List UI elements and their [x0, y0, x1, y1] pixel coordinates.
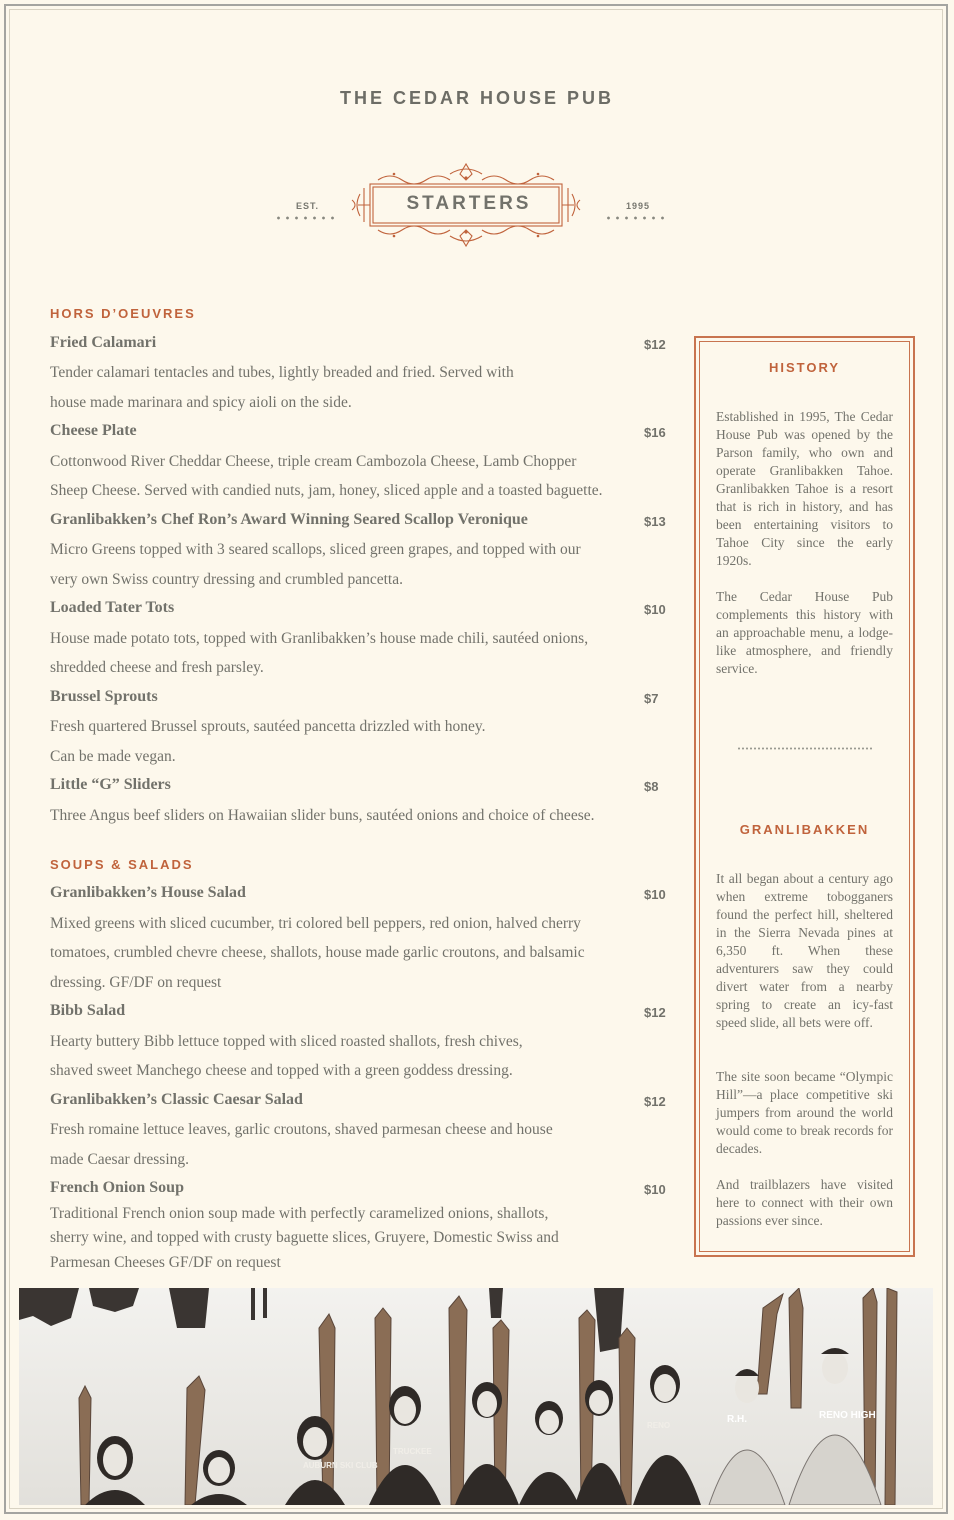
- menu-item-price: $7: [644, 691, 659, 706]
- sweater-text: TRUCKEE: [393, 1447, 432, 1456]
- sidebar-paragraph: The site soon became “Olympic Hill”—a place competitive ski jumpers from around the world would come to break records for decades.: [716, 1069, 893, 1156]
- menu-item-price: $12: [644, 337, 666, 352]
- sweater-text: RENO HIGH: [819, 1410, 876, 1421]
- menu-item-description: very own Swiss country dressing and crumbled pancetta.: [50, 571, 403, 588]
- dotted-rule-right: [604, 216, 666, 220]
- menu-item-description: Can be made vegan.: [50, 748, 176, 765]
- menu-item-name: French Onion Soup: [50, 1179, 184, 1196]
- menu-item-description: Hearty buttery Bibb lettuce topped with sliced roasted shallots, fresh chives,: [50, 1033, 523, 1050]
- menu-item-price: $12: [644, 1094, 666, 1109]
- menu-item-description: made Caesar dressing.: [50, 1151, 190, 1168]
- menu-item-description: Cottonwood River Cheddar Cheese, triple cream Cambozola Cheese, Lamb Chopper: [50, 453, 577, 470]
- menu-item-name: Granlibakken’s House Salad: [50, 884, 246, 901]
- menu-item-price: $10: [644, 887, 666, 902]
- menu-item-name: Brussel Sprouts: [50, 688, 158, 705]
- menu-item-price: $16: [644, 425, 666, 440]
- menu-item-description: tomatoes, crumbled chevre cheese, shallots, house made garlic croutons, and balsamic: [50, 944, 585, 961]
- menu-item-name: Little “G” Sliders: [50, 776, 171, 793]
- menu-item-price: $10: [644, 1182, 666, 1197]
- section-heading-hors-doeuvres: HORS D’OEUVRES: [50, 306, 196, 321]
- sidebar-paragraph: And trailblazers have visited here to connect with their own passions ever since.: [716, 1177, 893, 1228]
- est-label: EST.: [296, 201, 320, 211]
- menu-item-description: shredded cheese and fresh parsley.: [50, 659, 264, 676]
- menu-item-description: Micro Greens topped with 3 seared scallops, sliced green grapes, and topped with our: [50, 541, 581, 558]
- menu-item-description: house made marinara and spicy aioli on the side.: [50, 394, 352, 411]
- sidebar-paragraph: The Cedar House Pub complements this history with an approachable menu, a lodge-like atmosphere, and friendly service.: [716, 589, 893, 676]
- dotted-rule-left: [274, 216, 336, 220]
- menu-item-price: $13: [644, 514, 666, 529]
- menu-item-name: Loaded Tater Tots: [50, 599, 175, 616]
- menu-item-description: Fresh romaine lettuce leaves, garlic croutons, shaved parmesan cheese and house: [50, 1121, 553, 1138]
- menu-item-description: Fresh quartered Brussel sprouts, sautéed pancetta drizzled with honey.: [50, 718, 486, 735]
- ski-team-illustration: [19, 1288, 933, 1505]
- menu-item-description: shaved sweet Manchego cheese and topped with a green goddess dressing.: [50, 1062, 513, 1079]
- menu-item-description: Traditional French onion soup made with perfectly caramelized onions, shallots,: [50, 1205, 549, 1222]
- sidebar-paragraph: Established in 1995, The Cedar House Pub was opened by the Parson family, who own and operate Granlibakken Tahoe. Granlibakken Tahoe is a resort that is rich in history, and has been entertaining visitors to Tahoe City since the early 1920s.: [716, 409, 893, 568]
- section-heading-soups-salads: SOUPS & SALADS: [50, 857, 194, 872]
- menu-item-description: dressing. GF/DF on request: [50, 974, 222, 991]
- menu-item-description: House made potato tots, topped with Granlibakken’s house made chili, sautéed onions,: [50, 630, 589, 647]
- sidebar-paragraph: It all began about a century ago when extreme tobogganers found the perfect hill, sheltered in the Sierra Nevada pines at 6,350 ft. When these adventurers saw they could divert water from a nearby spring to create an icy-fast speed slide, all bets were off.: [716, 871, 893, 1030]
- vintage-ski-team-photo: [19, 1288, 933, 1505]
- sweater-text: RENO: [647, 1421, 671, 1430]
- menu-item-price: $8: [644, 779, 659, 794]
- menu-item-price: $12: [644, 1005, 666, 1020]
- sidebar-heading-history: HISTORY: [768, 360, 841, 375]
- menu-item-name: Fried Calamari: [50, 334, 157, 351]
- menu-item-description: Tender calamari tentacles and tubes, lightly breaded and fried. Served with: [50, 364, 514, 381]
- menu-item-description: sherry wine, and topped with crusty baguette slices, Gruyere, Domestic Swiss and: [50, 1229, 559, 1246]
- menu-item-description: Parmesan Cheeses GF/DF on request: [50, 1254, 281, 1271]
- menu-item-name: Granlibakken’s Chef Ron’s Award Winning Seared Scallop Veronique: [50, 511, 528, 528]
- sweater-text: AUBURN SKI CLUB: [303, 1461, 378, 1470]
- section-title: STARTERS: [406, 193, 532, 214]
- sidebar-heading-granlibakken: GRANLIBAKKEN: [739, 822, 870, 837]
- sweater-text: R.H.: [727, 1414, 747, 1425]
- menu-item-price: $10: [644, 602, 666, 617]
- restaurant-title: THE CEDAR HOUSE PUB: [339, 88, 615, 108]
- menu-item-description: Three Angus beef sliders on Hawaiian slider buns, sautéed onions and choice of cheese.: [50, 807, 595, 824]
- menu-item-name: Bibb Salad: [50, 1002, 126, 1019]
- est-year: 1995: [626, 201, 651, 211]
- menu-item-name: Cheese Plate: [50, 422, 137, 439]
- menu-item-name: Granlibakken’s Classic Caesar Salad: [50, 1091, 303, 1108]
- menu-item-description: Mixed greens with sliced cucumber, tri colored bell peppers, red onion, halved cherry: [50, 915, 581, 932]
- sidebar-divider: [737, 747, 873, 750]
- menu-item-description: Sheep Cheese. Served with candied nuts, jam, honey, sliced apple and a toasted baguette.: [50, 482, 603, 499]
